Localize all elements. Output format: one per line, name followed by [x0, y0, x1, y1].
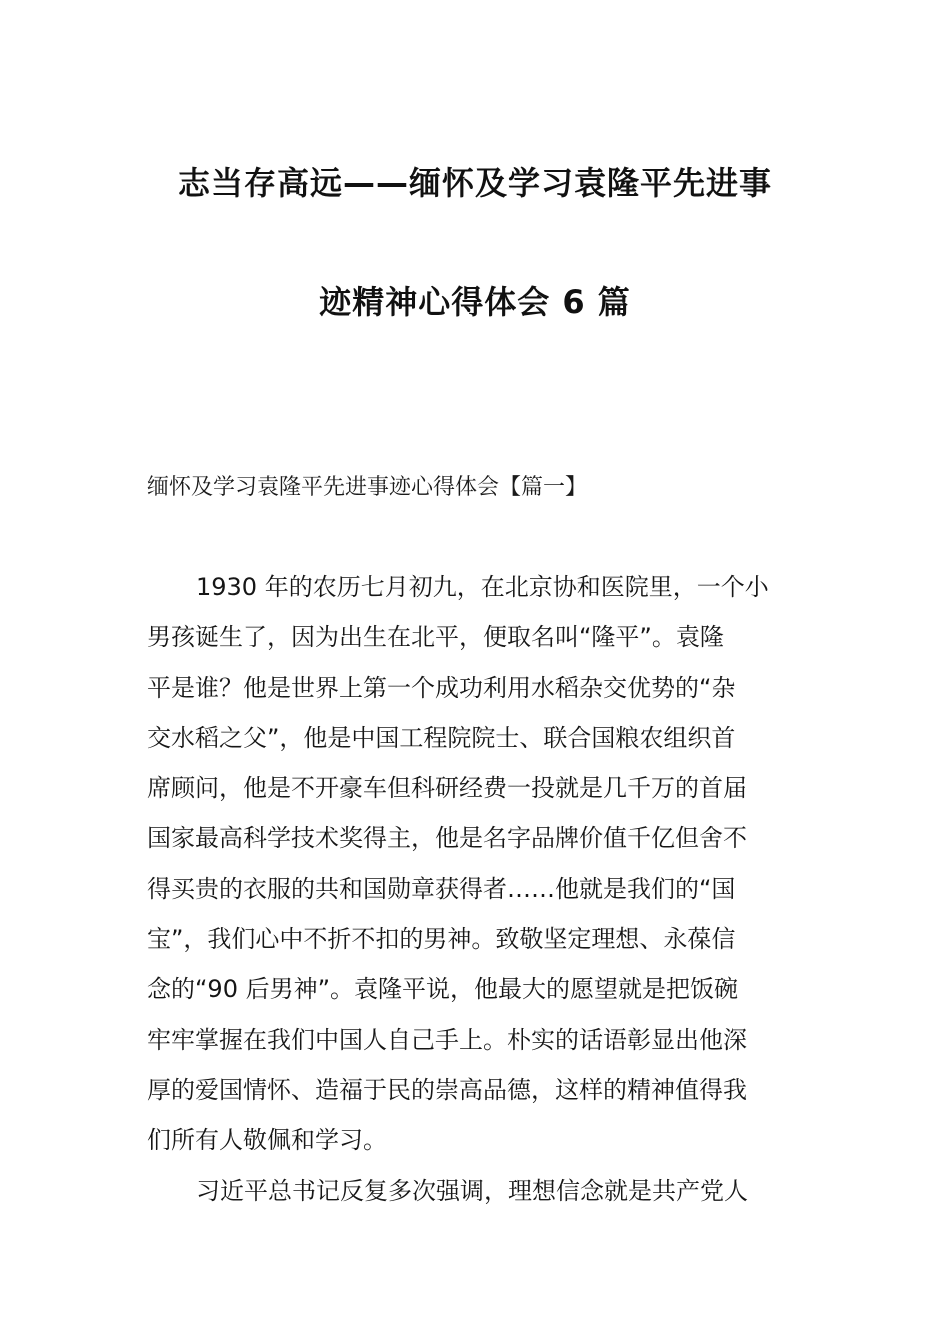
paragraph-1-line: 1930 年的农历七月初九，在北京协和医院里，一个小 — [196, 573, 769, 601]
paragraph-1-line: 国家最高科学技术奖得主，他是名字品牌价值千亿但舍不 — [147, 824, 747, 853]
paragraph-1-line: 们所有人敬佩和学习。 — [147, 1126, 387, 1155]
document-title-line-2: 迹精神心得体会 6 篇 — [319, 283, 631, 321]
paragraph-1-line: 牢牢掌握在我们中国人自己手上。朴实的话语彰显出他深 — [147, 1025, 747, 1054]
paragraph-1-line: 交水稻之父”，他是中国工程院院士、联合国粮农组织首 — [147, 723, 736, 752]
paragraph-1-line: 席顾问，他是不开豪车但科研经费一投就是几千万的首届 — [147, 774, 747, 803]
paragraph-1-line: 平是谁？他是世界上第一个成功利用水稻杂交优势的“杂 — [147, 673, 736, 702]
article-body — [147, 562, 817, 1216]
paragraph-1-line: 厚的爱国情怀、造福于民的崇高品德，这样的精神值得我 — [147, 1075, 747, 1104]
paragraph-2-line: 习近平总书记反复多次强调，理想信念就是共产党人 — [196, 1176, 748, 1205]
paragraph-1-line: 念的“90 后男神”。袁隆平说，他最大的愿望就是把饭碗 — [147, 975, 739, 1004]
document-title-line-1: 志当存高远——缅怀及学习袁隆平先进事 — [177, 164, 772, 202]
paragraph-1-line: 得买贵的衣服的共和国勋章获得者……他就是我们的“国 — [147, 874, 736, 903]
paragraph-1-line: 男孩诞生了，因为出生在北平，便取名叫“隆平”。袁隆 — [147, 623, 724, 652]
section-heading: 缅怀及学习袁隆平先进事迹心得体会【篇一】 — [147, 475, 588, 500]
paragraph-1-line: 宝”，我们心中不折不扣的男神。致敬坚定理想、永葆信 — [147, 925, 736, 954]
